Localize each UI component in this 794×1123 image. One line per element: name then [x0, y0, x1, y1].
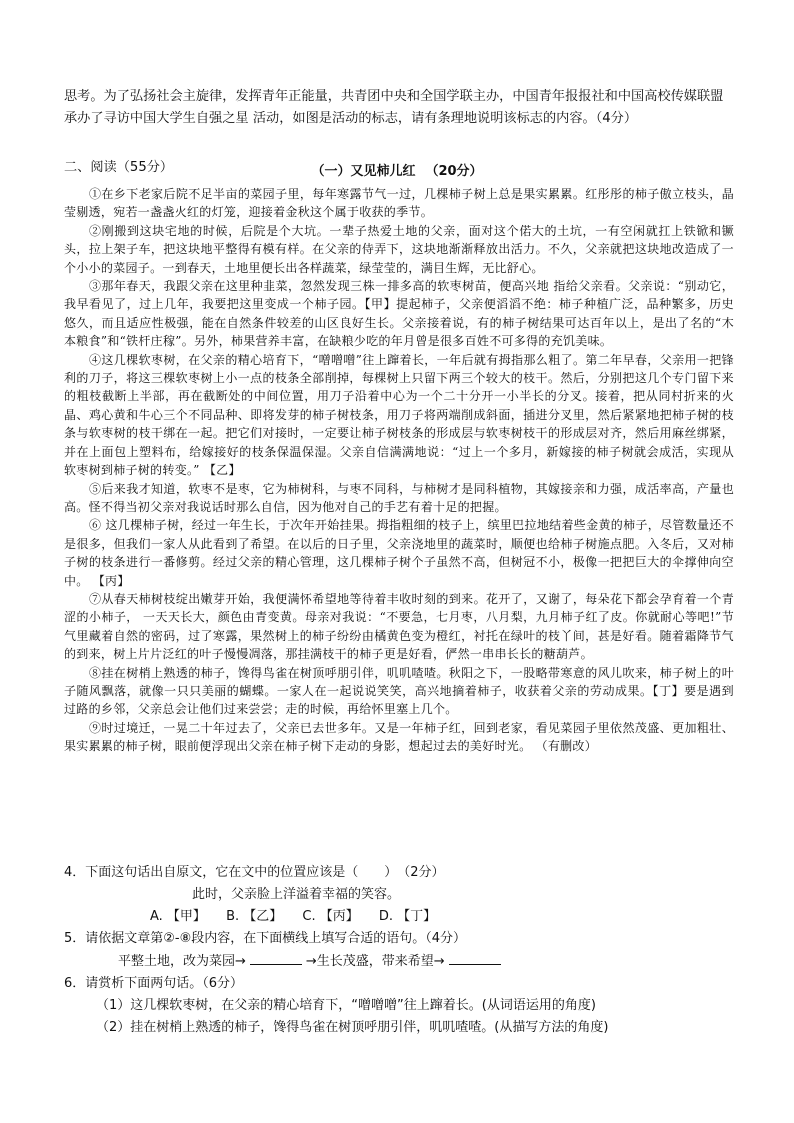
- intro-paragraph: 思考。为了弘扬社会主旋律，发挥青年正能量，共青团中央和全国学联主办，中国青年报报社和中国高校传媒联盟承办了寻访中国大学生自强之星 活动，如图是活动的标志，请有条理地说明该标志的内容。（4分）: [64, 89, 724, 126]
- paragraph-3: ③那年春天，我跟父亲在这里种韭菜，忽然发现三株一排多高的软枣树苗，便高兴地 指给父亲看。父亲说：“别动它，我早看见了，过上几年，我要把这里变成一个柿子园。【甲】提起柿子，父亲便滔滔不绝：柿子种植广泛，品种繁多，历史悠久，而且适应性极强，能在自然条件较差的山区良好生长。父亲接着说，有的柿子树结果可达百年以上，是出了名的“木本粮食”和“铁杆庄稼”。另外，柿果营养丰富，在缺粮少吃的年月曾是很多百姓不可多得的充饥美味。: [64, 279, 734, 349]
- question-4: 4．下面这句话出自原文，它在文中的位置应该是（ ） （2分）: [64, 865, 445, 880]
- paragraph-4: ④这几棵软枣树，在父亲的精心培育下，“噌噌噌”往上蹿着长，一年后就有拇指那么粗了。第二年早春，父亲用一把锋利的刀子，将这三棵软枣树上小一点的枝条全部削掉，每棵树上只留下两三个较大的枝干。然后，分别把这几个专门留下来的粗枝截断上半部，再在截断处的中间位置，用刀子沿着中心为一个二十分开一小半长的分叉。接着，把从同村折来的火晶、鸡心黄和牛心三个不同品种、即将发芽的柿子树枝条，用刀子将两端削成斜面，插进分叉里，然后紧紧地把柿子树的枝条与软枣树的枝干绑在一起。把它们对接时，一定要让柿子树枝条的形成层与软枣树枝干的形成层对齐，然后用麻丝绑紧，并在上面包上塑料布，给嫁接好的枝条保温保湿。父亲自信满满地说：“过上一个多月，新嫁接的柿子树就会成活，实现从软枣树到柿子树的转变。” 【乙】: [64, 352, 734, 478]
- article-title: [0, 162, 794, 182]
- answer-blank-1[interactable]: [250, 950, 302, 965]
- paragraph-5: ⑤后来我才知道，软枣不是枣，它为柿树科，与枣不同科，与柿树才是同科植物，其嫁接亲和力强，成活率高，产量也高。怪不得当初父亲对我说话时那么自信，因为他对自己的手艺有着十足的把握。: [64, 481, 734, 514]
- option-b[interactable]: B. 【乙】: [226, 909, 283, 924]
- paragraph-8: ⑧挂在树梢上熟透的柿子，馋得鸟雀在树顶呼朋引伴，叽叽喳喳。秋阳之下，一股略带寒意的风儿吹来，柿子树上的叶子随风飘落，就像一只只美丽的蝴蝶。一家人在一起说说笑笑，高兴地摘着柿子，收获着父亲的劳动成果。【丁】要是遇到过路的乡邻，父亲总会让他们过来尝尝；走的时候，再给怀里塞上几个。: [64, 665, 734, 717]
- paragraph-2: ②刚搬到这块宅地的时候，后院是个大坑。一辈子热爱土地的父亲，面对这个偌大的土坑，一有空闲就扛上铁锨和镢头，拉上架子车，把这块地平整得有模有样。在父亲的侍弄下，这块地渐渐释放出活力。不久，父亲就把这块地改造成了一个小小的菜园子。一到春天，土地里便长出各样蔬菜，绿莹莹的，满目生辉，无比舒心。: [64, 223, 734, 275]
- question-4-quote: 此时，父亲脸上洋溢着幸福的笑容。: [192, 887, 401, 902]
- question-4-options: [64, 906, 744, 928]
- question-6: 6．请赏析下面两句话。（6分）: [64, 976, 244, 991]
- question-5: 5．请依据文章第②-⑧段内容，在下面横线上填写合适的语句。（4分）: [64, 931, 467, 946]
- question-5-flow: [64, 950, 744, 973]
- option-d[interactable]: D. 【丁】: [378, 909, 437, 924]
- option-c[interactable]: C. 【丙】: [302, 909, 359, 924]
- paragraph-1: ①在乡下老家后院不足半亩的菜园子里，每年寒露节气一过，几棵柿子树上总是果实累累。红彤彤的柿子傲立枝头，晶莹剔透，宛若一盏盏火红的灯笼，迎接着金秋这个属于收获的季节。: [64, 187, 734, 220]
- flow-step-1: 平整土地，改为菜园→: [118, 954, 246, 969]
- paragraph-6: ⑥ 这几棵柿子树，经过一年生长，于次年开始挂果。拇指粗细的枝子上，缤里巴拉地结着些金黄的柿子，尽管数量还不是很多，但我们一家人从此看到了希望。在以后的日子里，父亲浇地里的蔬菜时，顺便也给柿子树施点肥。入冬后，又对柿子树的枝条进行一番修剪。经过父亲的精心管理，这几棵柿子树个子虽然不高，但树冠不小，极像一把把巨大的伞撑伸向空中。 【丙】: [64, 518, 734, 588]
- paragraph-9: ⑨时过境迁，一晃二十年过去了，父亲已去世多年。又是一年柿子红，回到老家，看见菜园子里依然茂盛、更加粗壮、果实累累的柿子树，眼前便浮现出父亲在柿子树下走动的身影，想起过去的美好时光。 （有删改）: [64, 720, 734, 754]
- article-score: （20分）: [425, 164, 483, 179]
- question-6-item-2: （2）挂在树梢上熟透的柿子，馋得鸟雀在树顶呼朋引伴，叽叽喳喳。(从描写方法的角度): [96, 1020, 609, 1035]
- paragraph-7: ⑦从春天柿树枝绽出嫩芽开始，我便满怀希望地等待着丰收时刻的到来。花开了，又谢了，每朵花下都会孕育着一个青涩的小柿子， 一天天长大，颜色由青变黄。母亲对我说：“不要急，七月枣，八月梨，九月柿子红了皮。你就耐心等吧!”节气里藏着自然的密码，过了寒露，果然树上的柿子纷纷由橘黄色变为橙红，衬托在绿叶的枝丫间，甚是好看。随着霜降节气的到来，树上片片泛红的叶子慢慢凋落，那挂满枝干的柿子更是好看，俨然一串串长长的糖葫芦。: [64, 591, 734, 662]
- flow-step-2: →生长茂盛，带来希望→: [305, 954, 445, 969]
- option-a[interactable]: A. 【甲】: [150, 909, 206, 924]
- section-heading: 二、阅读（55分）: [64, 160, 174, 175]
- question-6-item-1: （1）这几棵软枣树，在父亲的精心培育下，“噌噌噌”往上蹿着长。(从词语运用的角度): [96, 998, 596, 1013]
- article-body: [64, 185, 734, 756]
- article-title-text: （一）又见柿儿红: [311, 164, 416, 179]
- answer-blank-2[interactable]: [449, 950, 501, 965]
- questions-section: [64, 862, 744, 1039]
